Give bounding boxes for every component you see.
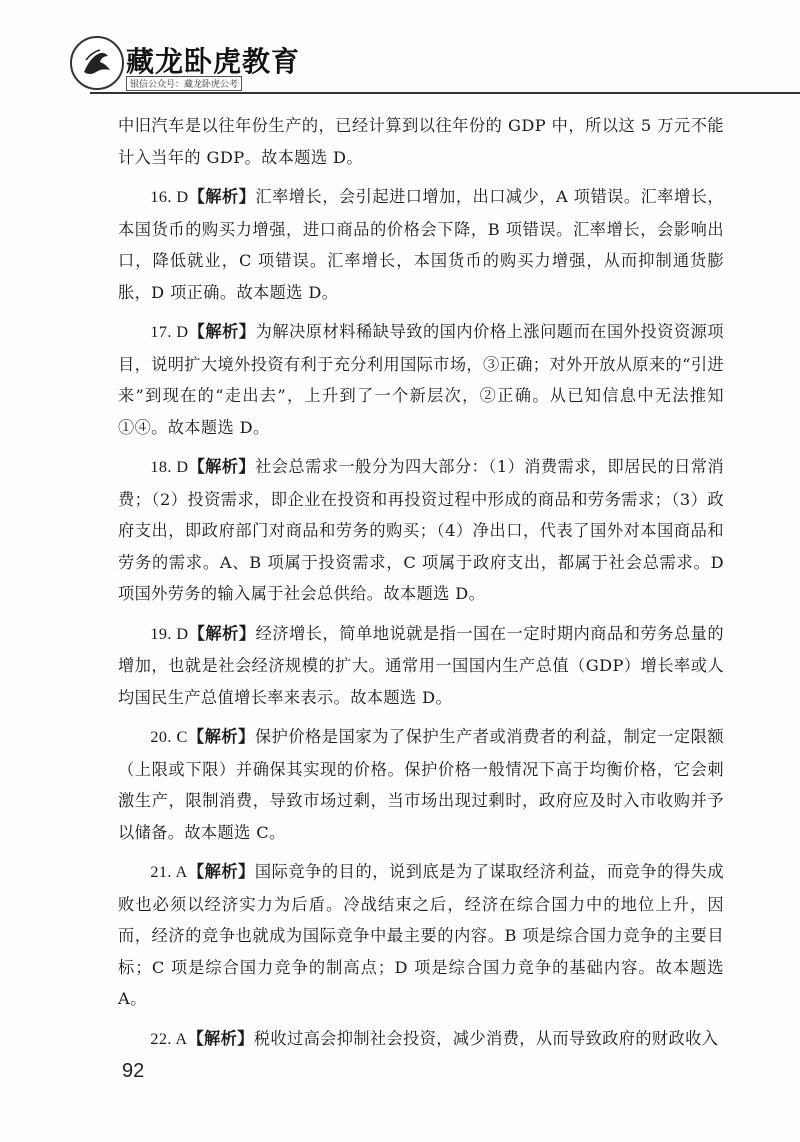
answer-16: [118, 181, 724, 308]
paragraph-continued: [118, 110, 724, 173]
brand-title: 藏龙卧虎教育: [126, 45, 301, 78]
header-divider: [90, 92, 800, 94]
answer-21: [118, 856, 724, 1015]
question-number: 21. A: [150, 863, 188, 881]
analysis-tag: 【解析】: [188, 457, 256, 476]
analysis-tag: 【解析】: [187, 727, 255, 746]
question-number: 17. D: [150, 323, 189, 341]
question-number: 22. A: [150, 1029, 188, 1048]
paragraph-text: 汇率增长，会引起进口增加，出口减少，A 项错误。汇率增长，本国货币的购买力增强，进口商品的价格会下降，B 项错误。汇率增长，会影响出口，降低就业，C 项错误。汇率增长，本国货币的购买力增强，从而抑制通货膨胀，D 项正确。故本题选 D。: [118, 187, 724, 302]
paragraph-text: 国际竞争的目的，说到底是为了谋取经济利益，而竞争的得失成败也必须以经济实力为后盾。冷战结束之后，经济在综合国力中的地位上升，因而，经济的竞争也就成为国际竞争中最主要的内容。B 项是综合国力竞争的主要目标；C 项是综合国力竞争的制高点；D 项是综合国力竞争的基础内容。故本题选 A。: [118, 862, 725, 1008]
paragraph-text: 中旧汽车是以往年份生产的，已经计算到以往年份的 GDP 中，所以这 5 万元不能计入当年的 GDP。故本题选 D。: [118, 116, 724, 167]
tiger-logo-icon: [72, 38, 122, 88]
answer-17: [118, 316, 724, 443]
page-header: [0, 0, 800, 92]
paragraph-text: 社会总需求一般分为四大部分：（1）消费需求，即居民的日常消费；（2）投资需求，即企业在投资和再投资过程中形成的商品和劳务需求；（3）政府支出，即政府部门对商品和劳务的购买；（4）净出口，代表了国外对本国商品和劳务的需求。A、B 项属于投资需求，C 项属于政府支出，都属于社会总需求。D 项国外劳务的输入属于社会总供给。故本题选 D。: [118, 457, 724, 603]
paragraph-text: 税收过高会抑制社会投资，减少消费，从而导致政府的财政收入: [253, 1028, 719, 1048]
analysis-tag: 【解析】: [188, 322, 256, 341]
paragraph-text: 保护价格是国家为了保护生产者或消费者的利益，制定一定限额（上限或下限）并确保其实现的价格。保护价格一般情况下高于均衡价格，它会刺激生产，限制消费，导致市场过剩，当市场出现过剩时，政府应及时入市收购并予以储备。故本题选 C。: [118, 727, 724, 842]
answer-18: [118, 451, 724, 610]
question-number: 16. D: [150, 188, 189, 206]
question-number: 18. D: [150, 458, 189, 476]
answer-20: [118, 721, 724, 848]
answer-22: [118, 1023, 724, 1056]
paragraph-text: 为解决原材料稀缺导致的国内价格上涨问题而在国外投资资源项目，说明扩大境外投资有利于充分利用国际市场，③正确；对外开放从原来的“引进来”到现在的“走出去”，上升到了一个新层次，②正确。从已知信息中无法推知①④。故本题选 D。: [118, 322, 724, 437]
analysis-tag: 【解析】: [187, 862, 255, 881]
question-number: 20. C: [150, 728, 188, 746]
analysis-tag: 【解析】: [188, 623, 256, 643]
answer-19: [118, 618, 724, 714]
brand-subtitle: 银信公众号：藏龙卧虎公考: [126, 76, 242, 91]
page-number: 92: [122, 1060, 145, 1082]
analysis-tag: 【解析】: [188, 187, 256, 206]
brand-logo: [70, 36, 124, 90]
question-number: 19. D: [150, 624, 189, 643]
answer-explanations: [118, 110, 724, 1063]
analysis-tag: 【解析】: [187, 1028, 254, 1048]
paragraph-text: 经济增长，简单地说就是指一国在一定时期内商品和劳务总量的增加，也就是社会经济规模的扩大。通常用一国国内生产总值（GDP）增长率或人均国民生产总值增长率来表示。故本题选 D。: [118, 623, 724, 707]
